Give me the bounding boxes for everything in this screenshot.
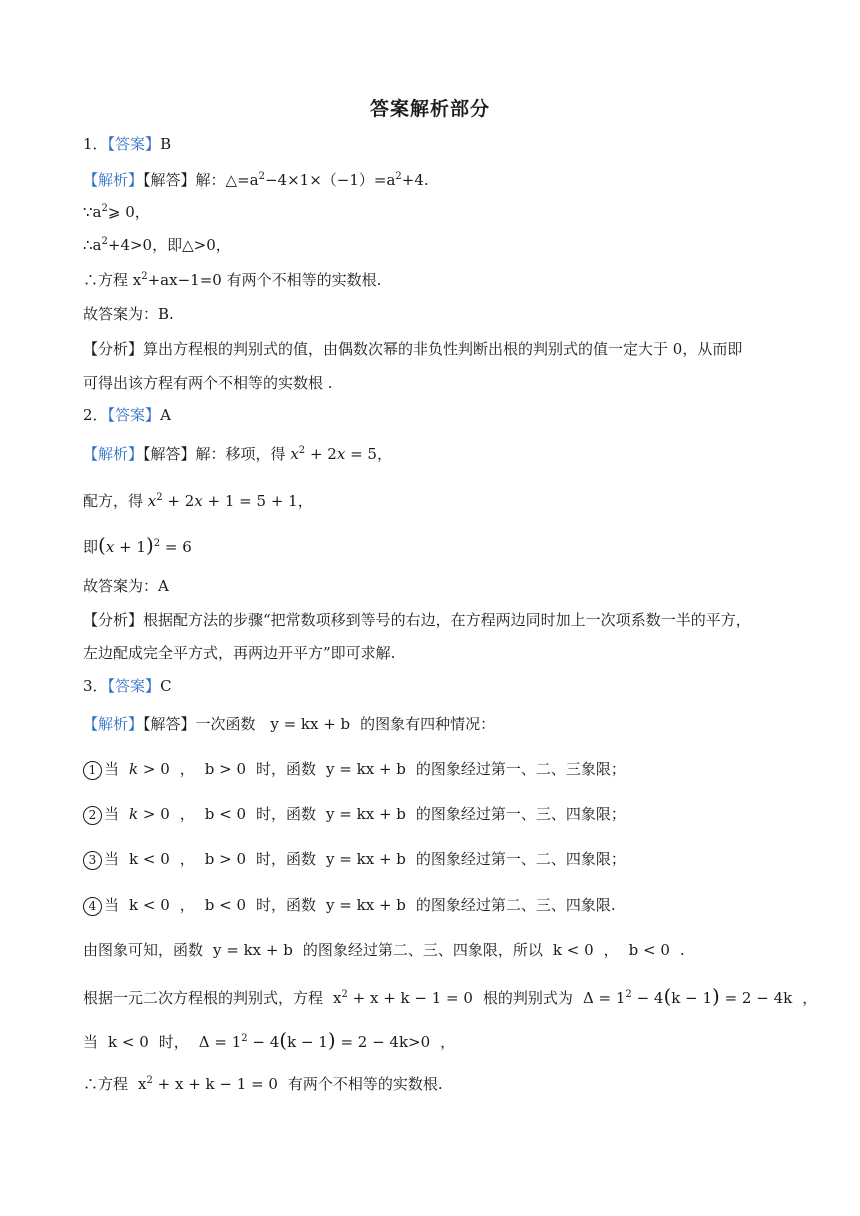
q1-number: 1． (83, 135, 108, 153)
page-title: 答案解析部分 (369, 98, 490, 120)
q1-analysis-line1: 【分析】算出方程根的判别式的值，由偶数次幂的非负性判断出根的判别式的值一定大于 0，从而即 (83, 340, 743, 358)
q1-answer-line (83, 134, 171, 154)
q3-answer: C (160, 677, 172, 695)
q3-answer-line: 3．【答案】C (83, 677, 172, 695)
q1-solution-line2: $\because a^2⩾$ 0， (83, 203, 150, 221)
q2-answer: A (160, 406, 171, 424)
fenxi-tag: 【分析】 (83, 340, 144, 358)
q1-solution-line1: 【解析】【解答】解：$\triangle=a^2-4\times 1\times(-1)=a^2+4$. (83, 171, 429, 189)
q1-solution-line4: ∴方程 $x^2+ax-1=0$ 有两个不相等的实数根. (83, 271, 382, 289)
q3-case3: 3 当 k < 0 ， b > 0 时，函数 y = kx + b 的图象经过第一、二、四象限； (83, 849, 626, 870)
answer-tag: 【答案】 (107, 135, 161, 153)
q3-discriminant: 根据一元二次方程根的判别式，方程 $x^2 + x + k - 1 = 0$ 根的判别式为 $\Delta = 1^2 - 4(k - 1) = 2 - 4k$ ， (83, 984, 818, 1008)
q3-when: 当 k < 0 时， $\Delta = 1^2 - 4(k - 1) = 2 - 4k>0$ ， (83, 1028, 456, 1052)
q2-answer-line: 2．【答案】A (83, 406, 171, 424)
q1-conclusion: 故答案为：B. (83, 305, 174, 323)
q3-inference: 由图象可知，函数 y = kx + b 的图象经过第二、三、四象限，所以 k < 0 ， b < 0 . (83, 941, 685, 959)
q2-conclusion: 故答案为：A (83, 577, 169, 595)
q3-case2: 2 当 k > 0 ， b < 0 时，函数 y = kx + b 的图象经过第一、三、四象限； (83, 804, 626, 825)
q1-solution-line3: $\therefore a^2+4>0$，即△>0， (83, 236, 231, 254)
q1-analysis-line2: 可得出该方程有两个不相等的实数根 . (83, 374, 333, 392)
q1-answer: B (160, 135, 172, 153)
jiexi-tag: 【解析】 (83, 171, 144, 189)
q2-analysis-line2: 左边配成完全平方式，再两边开平方”即可求解. (83, 644, 396, 662)
q2-solution-line1: 【解析】【解答】解：移项，得 $x^2 + 2x = 5$， (83, 445, 392, 463)
q2-analysis-line1: 【分析】根据配方法的步骤“把常数项移到等号的右边，在方程两边同时加上一次项系数一半的平方， (83, 611, 751, 629)
q2-solution-line2: 配方，得 $x^2 + 2x + 1 = 5 + 1$， (83, 492, 313, 510)
jieda-tag: 【解答】 (143, 171, 196, 189)
q3-case1: 1 当 k > 0 ， b > 0 时，函数 y = kx + b 的图象经过第一、二、三象限； (83, 759, 626, 780)
q3-intro: 【解析】【解答】一次函数 y = kx + b 的图象有四种情况： (83, 715, 496, 733)
q2-solution-line3: 即$(x + 1)^2 = 6$ (83, 533, 192, 557)
q3-case4: 4 当 k < 0 ， b < 0 时，函数 y = kx + b 的图象经过第二、三、四象限. (83, 895, 616, 916)
q3-conclusion: ∴方程 $x^2 + x + k - 1 = 0$ 有两个不相等的实数根. (83, 1075, 443, 1093)
